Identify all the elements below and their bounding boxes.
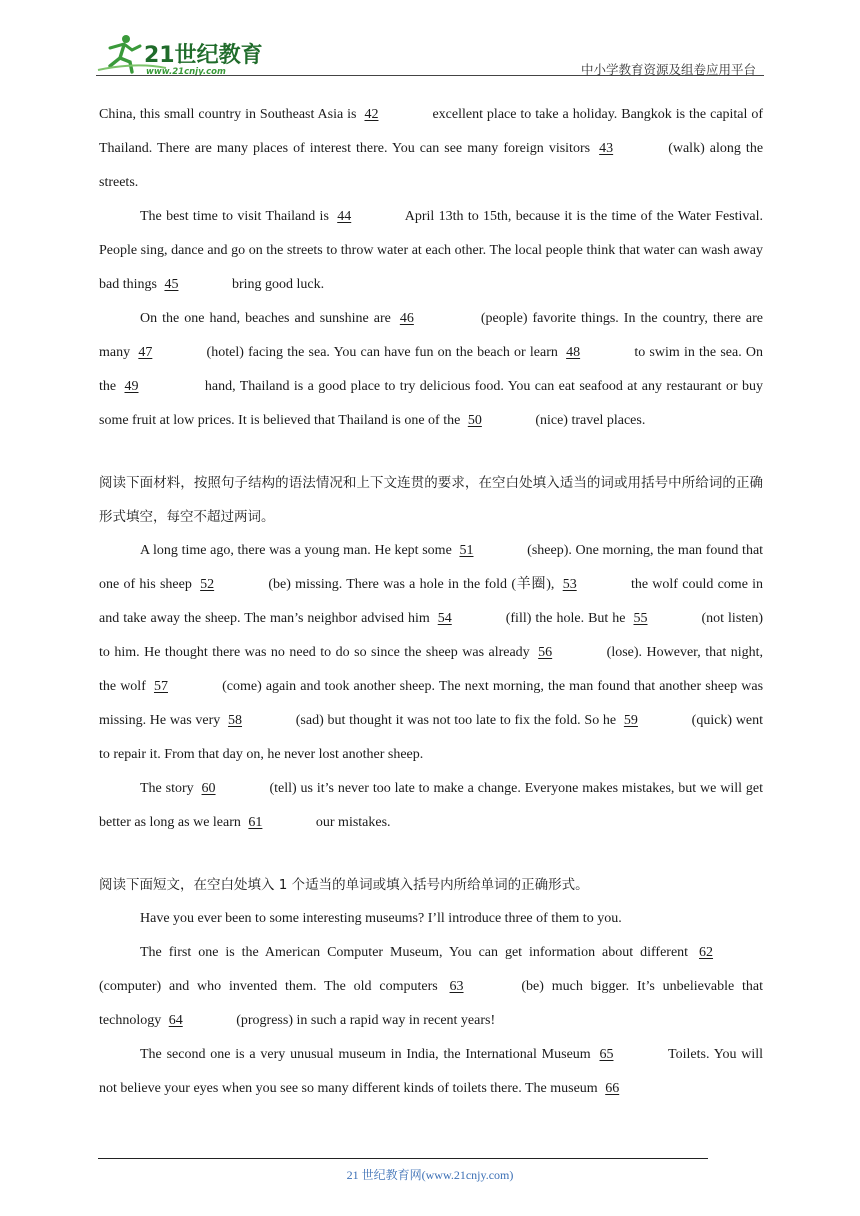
21cnjy-logo [96, 32, 266, 76]
blank-45[interactable]: 45 [164, 277, 179, 292]
blank-53[interactable]: 53 [562, 577, 577, 592]
passage3-paragraph3: The second one is a very unusual museum in India, the International Museum 65 Toilets. You will not believe your eyes when you see so many different kinds of toilets there. The museum 66 [99, 1038, 763, 1106]
blank-55[interactable]: 55 [633, 611, 648, 626]
header-divider [96, 75, 764, 76]
blank-49[interactable]: 49 [124, 379, 139, 394]
passage1-paragraph2: The best time to visit Thailand is 44 April 13th to 15th, because it is the time of the Water Festival. People sing, dance and go on the streets to throw water at each other. The local people think that water can wash away bad things 45 bring good luck. [99, 200, 763, 302]
page-header [96, 30, 764, 78]
blank-58[interactable]: 58 [228, 713, 243, 728]
passage2-paragraph1: A long time ago, there was a young man. He kept some 51 (sheep). One morning, the man found that one of his sheep 52 (be) missing. There was a hole in the fold (羊圈), 53 the wolf could come in and take away the sheep. The man’s neighbor advised him 54 (fill) the hole. But he 55 (not listen) to him. He thought there was no need to do so since the sheep was already 56 (lose). However, that night, the wolf 57 (come) again and took another sheep. The next morning, the man found that another sheep was missing. He was very 58 (sad) but thought it was not too late to fix the fold. So he 59 (quick) went to repair it. From that day on, he never lost another sheep. [99, 534, 763, 772]
blank-47[interactable]: 47 [138, 345, 153, 360]
blank-57[interactable]: 57 [153, 679, 168, 694]
logo-text: 21世纪教育 [144, 43, 263, 68]
instruction-2: 阅读下面短文，在空白处填入 1 个适当的单词或填入括号内所给单词的正确形式。 [99, 877, 589, 893]
passage1-paragraph3: On the one hand, beaches and sunshine are 46 (people) favorite things. In the country, there are many 47 (hotel) facing the sea. You can have fun on the beach or learn 48 to swim in the sea. On the 49 hand, Thailand is a good place to try delicious food. You can eat seafood at any restaurant or buy some fruit at low prices. It is believed that Thailand is one of the 50 (nice) travel places. [99, 302, 763, 438]
blank-44[interactable]: 44 [337, 209, 352, 224]
blank-43[interactable]: 43 [599, 141, 614, 156]
footer-text: 21 世纪教育网(www.21cnjy.com) [346, 1168, 514, 1182]
blank-60[interactable]: 60 [201, 781, 216, 796]
passage1-paragraph1: China, this small country in Southeast Asia is 42 excellent place to take a holiday. Bangkok is the capital of Thailand. There are many places of interest there. You can see many foreign visitors 43 (walk) along the streets. [99, 98, 763, 200]
passage3-paragraph2: The first one is the American Computer Museum, You can get information about different 62 (computer) and who invented them. The old computers 63 (be) much bigger. It’s unbelievable that technology 64 (progress) in such a rapid way in recent years! [99, 936, 763, 1038]
document-body [99, 98, 763, 1106]
blank-59[interactable]: 59 [623, 713, 638, 728]
blank-52[interactable]: 52 [200, 577, 215, 592]
header-platform-text: 中小学教育资源及组卷应用平台 [580, 62, 756, 77]
blank-65[interactable]: 65 [599, 1047, 614, 1062]
instruction-1: 阅读下面材料，按照句子结构的语法情况和上下文连贯的要求，在空白处填入适当的词或用括号中所给词的正确形式填空，每空不超过两词。 [99, 475, 763, 525]
blank-48[interactable]: 48 [566, 345, 581, 360]
blank-62[interactable]: 62 [699, 945, 714, 960]
footer-divider [98, 1158, 708, 1159]
blank-61[interactable]: 61 [248, 815, 263, 830]
blank-50[interactable]: 50 [467, 413, 482, 428]
passage3-paragraph1: Have you ever been to some interesting museums? I’ll introduce three of them to you. [140, 911, 622, 926]
blank-63[interactable]: 63 [449, 979, 464, 994]
passage2-paragraph2: The story 60 (tell) us it’s never too late to make a change. Everyone makes mistakes, but we will get better as long as we learn 61 our mistakes. [99, 772, 763, 840]
blank-51[interactable]: 51 [459, 543, 474, 558]
blank-56[interactable]: 56 [538, 645, 553, 660]
blank-42[interactable]: 42 [364, 107, 379, 122]
blank-66[interactable]: 66 [605, 1081, 620, 1096]
blank-64[interactable]: 64 [168, 1013, 183, 1028]
blank-54[interactable]: 54 [437, 611, 452, 626]
logo-url: www.21cnjy.com [146, 67, 226, 76]
blank-46[interactable]: 46 [399, 311, 414, 326]
